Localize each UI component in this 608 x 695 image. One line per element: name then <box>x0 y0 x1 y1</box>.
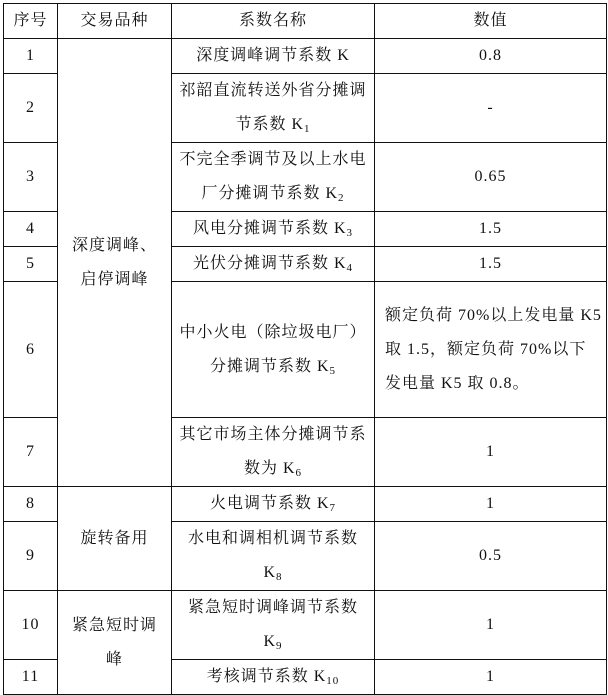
header-cell: 序号 <box>4 4 58 39</box>
coefficient-name-text: 紧急短时调峰调节系数 K <box>187 599 358 650</box>
coefficient-subscript: 7 <box>329 502 337 514</box>
coefficient-name-text: 中小火电（除垃圾电厂）分摊调节系数 K <box>179 323 367 375</box>
coefficient-name <box>172 74 375 143</box>
coefficient-name-text: 考核调节系数 K <box>206 668 327 685</box>
row-number: 11 <box>4 660 58 695</box>
coefficient-name <box>172 212 375 247</box>
coefficient-subscript: 2 <box>338 192 345 204</box>
coefficient-name <box>172 660 375 695</box>
coefficient-table <box>3 3 607 695</box>
coefficient-name <box>172 282 375 418</box>
coefficient-value: 1.5 <box>375 247 607 282</box>
coefficient-value: 0.65 <box>375 143 607 212</box>
row-number: 8 <box>4 487 58 522</box>
header-cell: 数值 <box>375 4 607 39</box>
header-cell: 交易品种 <box>58 4 172 39</box>
coefficient-name-text: 深度调峰调节系数 K <box>196 47 350 64</box>
coefficient-value: 额定负荷 70%以上发电量 K5 取 1.5，额定负荷 70%以下发电量 K5 取 0.8。 <box>375 282 607 418</box>
trade-type-cell: 深度调峰、启停调峰 <box>58 39 172 487</box>
table-row <box>4 39 607 74</box>
coefficient-name <box>172 39 375 74</box>
row-number: 3 <box>4 143 58 212</box>
coefficient-value: 1 <box>375 591 607 660</box>
coefficient-subscript: 3 <box>346 227 354 239</box>
coefficient-name-text: 祁韶直流转送外省分摊调节系数 K <box>179 82 367 133</box>
row-number: 10 <box>4 591 58 660</box>
header-cell: 系数名称 <box>172 4 375 39</box>
coefficient-name <box>172 247 375 282</box>
coefficient-name <box>172 522 375 591</box>
coefficient-name-text: 水电和调相机调节系数 K <box>187 530 358 581</box>
table-row <box>4 591 607 660</box>
coefficient-name <box>172 591 375 660</box>
table-row <box>4 487 607 522</box>
coefficient-subscript: 9 <box>276 640 283 652</box>
row-number: 7 <box>4 418 58 487</box>
coefficient-name <box>172 143 375 212</box>
coefficient-subscript: 10 <box>326 675 340 687</box>
coefficient-name-text: 光伏分摊调节系数 K <box>192 255 347 272</box>
row-number: 9 <box>4 522 58 591</box>
coefficient-value: 0.5 <box>375 522 607 591</box>
coefficient-name <box>172 487 375 522</box>
coefficient-value: 1 <box>375 660 607 695</box>
coefficient-name-text: 火电调节系数 K <box>209 495 330 512</box>
coefficient-subscript: 1 <box>304 123 311 135</box>
coefficient-name-text: 风电分摊调节系数 K <box>192 220 347 237</box>
coefficient-name <box>172 418 375 487</box>
row-number: 6 <box>4 282 58 418</box>
trade-type-cell: 紧急短时调峰 <box>58 591 172 695</box>
row-number: 1 <box>4 39 58 74</box>
coefficient-value: 0.8 <box>375 39 607 74</box>
coefficient-subscript: 5 <box>329 364 337 377</box>
row-number: 4 <box>4 212 58 247</box>
coefficient-value: - <box>375 74 607 143</box>
row-number: 5 <box>4 247 58 282</box>
coefficient-value: 1.5 <box>375 212 607 247</box>
row-number: 2 <box>4 74 58 143</box>
trade-type-cell: 旋转备用 <box>58 487 172 591</box>
coefficient-subscript: 8 <box>276 571 283 583</box>
coefficient-subscript: 4 <box>346 262 354 274</box>
coefficient-subscript: 6 <box>295 467 303 479</box>
header-row <box>4 4 607 39</box>
coefficient-value: 1 <box>375 418 607 487</box>
coefficient-value: 1 <box>375 487 607 522</box>
coefficient-name-text: 不完全季调节及以上水电厂分摊调节系数 K <box>179 151 367 202</box>
coefficient-name-text: 其它市场主体分摊调节系数为 K <box>179 426 367 477</box>
